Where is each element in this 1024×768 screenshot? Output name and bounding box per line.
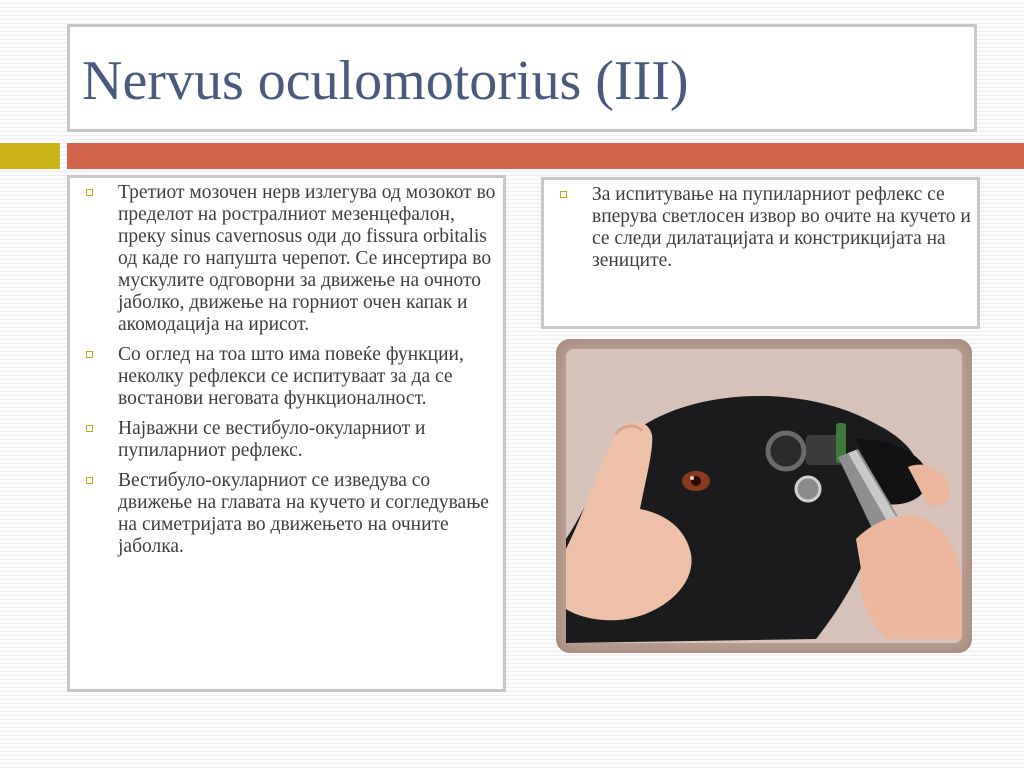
left-bullet-2: [80, 344, 496, 410]
accent-bar-red: [67, 143, 1024, 169]
dog-eye-exam-illustration: [556, 339, 972, 653]
square-bullet-icon: [560, 191, 567, 198]
left-text-panel: [67, 175, 506, 692]
right-text-panel: [541, 177, 980, 329]
ophthalmoscope-lens: [768, 433, 804, 469]
right-bullet-1-text: За испитување на пупиларниот рефлекс се вперува светлосен извор во очите на кучето и се следи дилатацијата и констрикцијата на зениците.: [592, 184, 971, 271]
title-box: [67, 24, 977, 132]
eye-highlight: [690, 476, 694, 480]
left-bullet-2-text: Со оглед на тоа што има повеќе функции, неколку рефлекси се испитуваат за да се востанови неговата функционалност.: [118, 344, 464, 409]
left-bullet-4: [80, 470, 496, 558]
right-bullet-list: [554, 184, 972, 280]
left-bullet-3: [80, 418, 496, 462]
ophthalmoscope-light-window: [796, 477, 820, 501]
right-bullet-1: [554, 184, 972, 272]
accent-bar-yellow: [0, 143, 60, 169]
left-bullet-1: [80, 182, 496, 336]
square-bullet-icon: [86, 477, 93, 484]
left-bullet-list: [80, 182, 496, 566]
slide-title: Nervus oculomotorius (III): [82, 50, 689, 112]
square-bullet-icon: [86, 351, 93, 358]
square-bullet-icon: [86, 189, 93, 196]
left-bullet-3-text: Најважни се вестибуло-окуларниот и пупиларниот рефлекс.: [118, 418, 426, 461]
square-bullet-icon: [86, 425, 93, 432]
left-bullet-1-text: Третиот мозочен нерв излегува од мозокот во пределот на ростралниот мезенцефалон, преку sinus cavernosus оди до fissura orbitalis од каде го напушта черепот. Се инсертира во мускулите одговорни за движење на очното јаболко, движење на горниот очен капак и акомодација на ирисот.: [118, 182, 496, 335]
left-bullet-4-text: Вестибуло-окуларниот се изведува со движење на главата на кучето и согледување на симетријата во движењето на очните јаболка.: [118, 470, 489, 557]
dog-eye-exam-photo: [556, 339, 972, 653]
